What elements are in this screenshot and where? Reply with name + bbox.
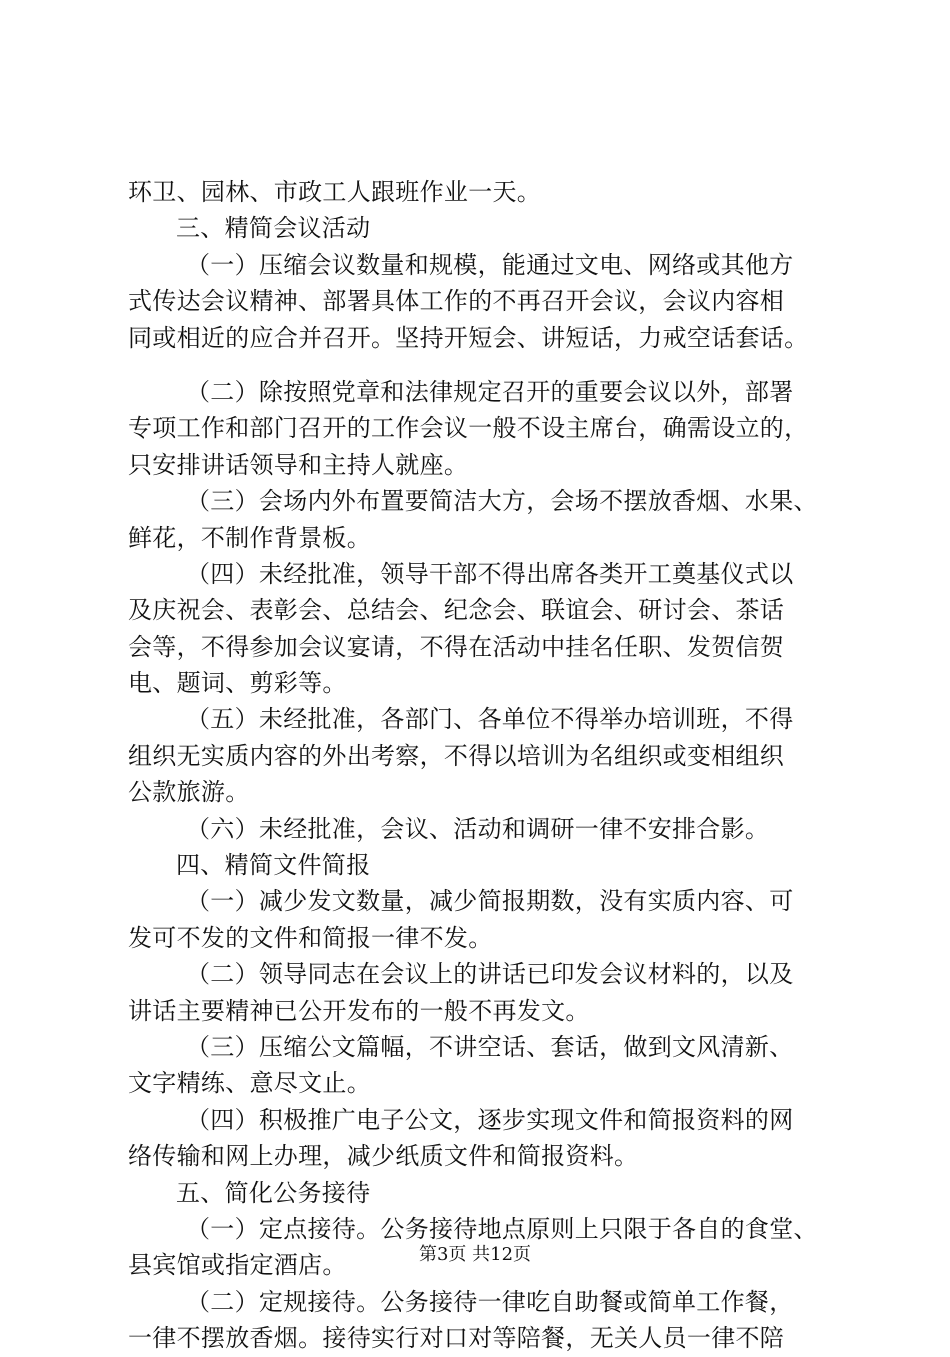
body-line: 一律不摆放香烟。接待实行对口对等陪餐，无关人员一律不陪 [128, 1324, 785, 1353]
body-line: 讲话主要精神已公开发布的一般不再发文。 [128, 996, 590, 1025]
body-line: 公款旅游。 [128, 778, 250, 807]
body-line: 只安排讲话领导和主持人就座。 [128, 450, 469, 479]
body-line: （四）积极推广电子公文，逐步实现文件和简报资料的网 [186, 1105, 794, 1134]
body-line: 发可不发的文件和简报一律不发。 [128, 923, 493, 952]
section-heading: 四、精简文件简报 [176, 851, 371, 880]
body-line: 络传输和网上办理，减少纸质文件和简报资料。 [128, 1142, 639, 1171]
page-number-footer: 第3页 共12页 [418, 1244, 532, 1265]
body-line: 组织无实质内容的外出考察，不得以培训为名组织或变相组织 [128, 741, 785, 770]
body-line: 会等，不得参加会议宴请，不得在活动中挂名任职、发贺信贺 [128, 632, 785, 661]
body-line: 式传达会议精神、部署具体工作的不再召开会议，会议内容相 [128, 287, 785, 316]
body-line: （四）未经批准，领导干部不得出席各类开工奠基仪式以 [186, 559, 794, 588]
section-heading: 三、精简会议活动 [176, 214, 371, 243]
body-line: 文字精练、意尽文止。 [128, 1069, 371, 1098]
body-line: 专项工作和部门召开的工作会议一般不设主席台，确需设立的， [128, 414, 809, 443]
body-line: （一）定点接待。公务接待地点原则上只限于各自的食堂、 [186, 1214, 818, 1243]
body-line: （二）除按照党章和法律规定召开的重要会议以外，部署 [186, 377, 794, 406]
section-heading: 五、简化公务接待 [176, 1178, 371, 1207]
body-line: （二）领导同志在会议上的讲话已印发会议材料的，以及 [186, 960, 794, 989]
body-line: 及庆祝会、表彰会、总结会、纪念会、联谊会、研讨会、茶话 [128, 596, 785, 625]
body-line: 鲜花，不制作背景板。 [128, 523, 371, 552]
body-line: 县宾馆或指定酒店。 [128, 1251, 347, 1280]
body-line: 电、题词、剪彩等。 [128, 669, 347, 698]
paragraph-gap [128, 356, 844, 374]
body-line: 同或相近的应合并召开。坚持开短会、讲短话，力戒空话套话。 [128, 323, 809, 352]
body-line: （二）定规接待。公务接待一律吃自助餐或简单工作餐， [186, 1287, 794, 1316]
body-line: （三）会场内外布置要简洁大方，会场不摆放香烟、水果、 [186, 487, 818, 516]
body-line: （三）压缩公文篇幅，不讲空话、套话，做到文风清新、 [186, 1032, 794, 1061]
document-body [128, 174, 844, 1357]
body-line: 环卫、园林、市政工人跟班作业一天。 [128, 178, 542, 206]
body-line: （六）未经批准，会议、活动和调研一律不安排合影。 [186, 814, 770, 843]
body-line: （一）减少发文数量，减少简报期数，没有实质内容、可 [186, 887, 794, 916]
body-line: （一）压缩会议数量和规模，能通过文电、网络或其他方 [186, 250, 794, 279]
body-line: （五）未经批准，各部门、各单位不得举办培训班，不得 [186, 705, 794, 734]
